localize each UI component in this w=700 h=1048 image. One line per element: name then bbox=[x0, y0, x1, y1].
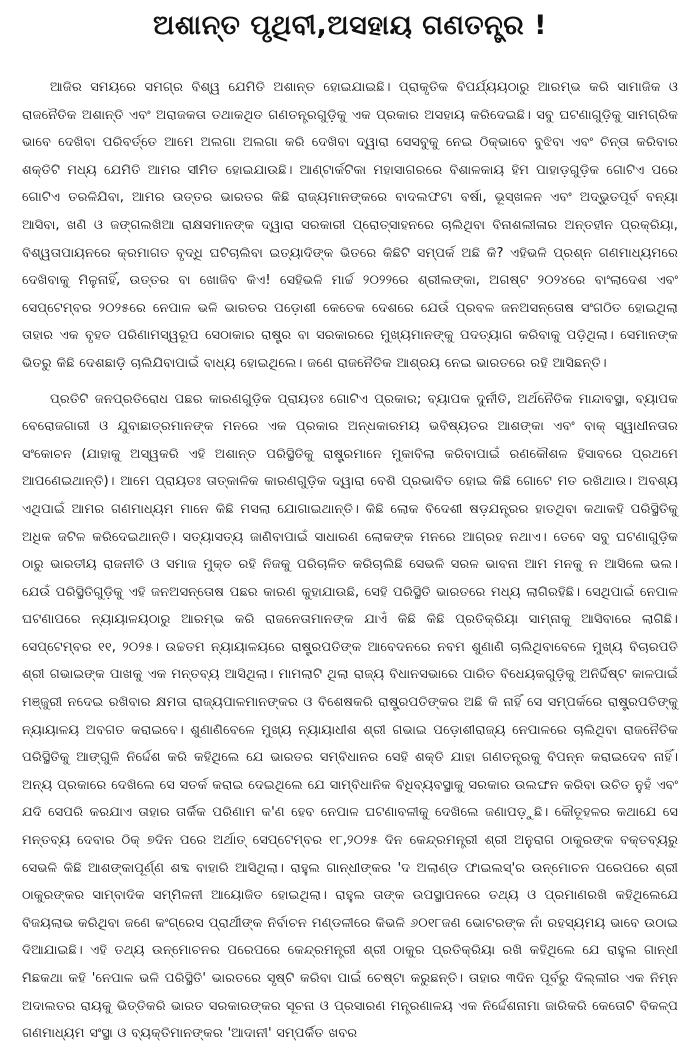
article-paragraph-2: ପ୍ରତିଟି ଜନପ୍ରତିରୋଧ ପଛର କାରଣଗୁଡ଼ିକ ପ୍ରାୟତଃ ଗୋଟିଏ ପ୍ରକାର; ବ୍ୟାପକ ଦୁର୍ନୀତି, ଅର୍ଥନୈତିକ ମାନ୍ଦାବସ୍ଥା, ବ୍ୟାପକ ବେରୋଜଗାରୀ ଓ ଯୁବାଛାତ୍ରମାନଙ୍କ ମନରେ ଏକ ପ୍ରକାର ଅନ୍ଧକାରମୟ ଭବିଷ୍ୟତର ଆଶଙ୍କା ଏବଂ ବାକ୍ ସ୍ୱାଧୀନତାର ସଂକୋଚନ (ଯାହାକୁ ଅସ୍ୱକରି ଏହି ଅଶାନ୍ତ ପରିସ୍ଥିତିକୁ ରାଷ୍ଟ୍ରମାନେ ମୁକାବିଲା କରିବାପାଇଁ ରଣକୌଶଳ ହିସାବରେ ପ୍ରଥମେ ଆପଣେଇଥାନ୍ତି)। ଆମେ ପ୍ରାୟତଃ ତାତ୍କାଳିକ କାରଣଗୁଡ଼ିକ ଦ୍ୱାରା ବେଶି ପ୍ରଭାବିତ ହୋଇ କିଛି ଗୋଟେ ମତ ରଖିଥାଉ। ଅବଶ୍ୟ ଏଥିପାଇଁ ଆମର ଗଣମାଧ୍ୟମ ମାନେ କିଛି ମସଲା ଯୋଗାଇଥାନ୍ତି। କିଛି ଲୋକ ବିଦେଶୀ ଷଡ଼ଯନ୍ତ୍ରର ହାତଥିବା କଥାକହି ପରିସ୍ଥିତିକୁ ଅଧିକ ଜଟିଳ କରିଦେଇଥାନ୍ତି। ସତ୍ୟାସତ୍ୟ ଜାଣିବାପାଇଁ ସାଧାରଣ ଲୋକଙ୍କ ମନରେ ଆଗ୍ରହ ନଥାଏ। ତେବେ ସବୁ ଘଟଣାଗୁଡ଼ିକ ଠାରୁ ଭାରତୀୟ ରାଜନୀତି ଓ ସମାଜ ମୁକ୍ତ ରହି ନିଜକୁ ପରିଚାଳିତ କରିଚାଲିଛି ସେଭଳି ସରଳ ଭାବନା ଆମ ମନକୁ ନ ଆସିଲେ ଭଲ। ଯେଉଁ ପରିସ୍ଥିତିଗୁଡ଼ିକୁ ଏହି ଜନଅସନ୍ତୋଷ ପଛର କାରଣ କୁହାଯାଉଛି, ସେହି ପରିସ୍ଥିତି ଭାରତରେ ମଧ୍ୟ ଲାଗିରହିଛି। ସେଥିପାଇଁ ନେପାଳ ଘଟଣାପରେ ନ୍ୟାୟାଳୟଠାରୁ ଆରମ୍ଭ କରି ରାଜନେତାମାନଙ୍କ ଯାଏଁ କିଛି କିଛି ପ୍ରତିକ୍ରିୟା ସାମ୍ନାକୁ ଆସିବାରେ ଲାଗିଛି। ସେପ୍ଟେମ୍ବର ୧୧, ୨୦୨୫। ଉଚ୍ଚତମ ନ୍ୟାୟାଳୟରେ ରାଷ୍ଟ୍ରପତିଙ୍କ ଆବେଦନରେ ନବମ ଶୁଣାଣି ଚାଲିଥିବାବେଳେ ମୁଖ୍ୟ ବିଚାରପତି ଶ୍ରୀ ଗଭାଇଙ୍କ ପାଖକୁ ଏକ ମନ୍ତବ୍ୟ ଆସିଥିଲା। ମାମଲାଟି ଥିଲା ରାଜ୍ୟ ବିଧାନସଭାରେ ପାରିତ ବିଧେୟକଗୁଡ଼ିକୁ ଅନିର୍ଦ୍ଦିଷ୍ଟ କାଳପାଇଁ ମଞ୍ଜୁରୀ ନଦେଇ ରଖିବାର କ୍ଷମତା ରାଜ୍ୟପାଳମାନଙ୍କର ଓ ବିଶେଷକରି ରାଷ୍ଟ୍ରପତିଙ୍କର ଅଛି କି ନାହିଁ ସେ ସମ୍ପର୍କରେ ରାଷ୍ଟ୍ରପତିଙ୍କୁ ନ୍ୟାୟାଳୟ ଅବଗତ କରାଇବେ। ଶୁଣାଣିବେଳେ ମୁଖ୍ୟ ନ୍ୟାୟାଧୀଶ ଶ୍ରୀ ଗଭାଇ ପଡ଼ୋଶୀରାଜ୍ୟ ନେପାଳରେ ଚାଲିଥିବା ରାଜନୈତିକ ପରିସ୍ଥିତିକୁ ଆଙ୍ଗୁଳି ନିର୍ଦ୍ଦେଶ କରି କହିଥିଲେ ଯେ ଭାରତର ସମ୍ବିଧାନର ସେହି ଶକ୍ତି ଯାହା ଗଣତନ୍ତ୍ରକୁ ବିପନ୍ନ କରାଇଦେବ ନାହିଁ। ଅନ୍ୟ ପ୍ରକାରେ ଦେଖିଲେ ସେ ସତର୍କ କରାଇ ଦେଇଥିଲେ ଯେ ସାମ୍ବିଧାନିକ ବିଧିବ୍ୟବସ୍ଥାକୁ ସରକାର ଉଲଙ୍ଘନ କରିବା ଉଚିତ ନୁହଁ ଏବଂ ଯଦି ସେପରି କରଯାଏ ତାହାର ତାର୍କିକ ପରିଣାମ କ'ଣ ହେବ ନେପାଳ ଘଟଣାବଳୀକୁ ଦେଖିଲେ ଜଣାପଡ଼ୁଛି। କୌତୂହଳର କଥାଯେ ସେ ମନ୍ତବ୍ୟ ଦେବାର ଠିକ୍ ୭ଦିନ ପରେ ଅର୍ଥାତ୍ ସେପ୍ଟେମ୍ବର ୧୮,୨୦୨୫ ଦିନ କେନ୍ଦ୍ରମନ୍ତ୍ରୀ ଶ୍ରୀ ଅନୁରାଗ ଠାକୁରଙ୍କ ବକ୍ତବ୍ୟରୁ ସେଭଳି କିଛି ଆଶଙ୍କାପୂର୍ଣ୍ଣ ଶବ୍ଦ ବାହାରି ଆସିଥିଲା। ରାହୁଲ ଗାନ୍ଧୀଙ୍କର 'ଦ ଅଲାଣ୍ଡ ଫାଇଲସ୍'ର ଉନ୍ମୋଚନ ପରେପରେ ଶ୍ରୀ ଠାକୁରଙ୍କର ସାମ୍ବାଦିକ ସମ୍ମିଳନୀ ଆୟୋଜିତ ହୋଇଥିଲା। ରାହୁଲ ତାଙ୍କ ଉପସ୍ଥାପନରେ ତଥ୍ୟ ଓ ପ୍ରମାଣରଖି କହିଥିଲେଯେ ବିଜୟଲାଭ କରିଥିବା ଜଣେ କଂଗ୍ରେସ ପ୍ରାର୍ଥୀଙ୍କ ନିର୍ବାଚନ ମଣ୍ଡଳୀରେ କିଭଳି ୬୦୧୮ଜଣ ଭୋଟରଙ୍କ ନାଁ ରହସ୍ୟମୟ ଭାବେ ଉଠାଇ ଦିଆଯାଇଛି। ଏହି ତଥ୍ୟ ଉନ୍ମୋଚନର ପରେପରେ କେନ୍ଦ୍ରମନ୍ତ୍ରୀ ଶ୍ରୀ ଠାକୁର ପ୍ରତିକ୍ରିୟା ରଖି କହିଥିଲେ ଯେ ରାହୁଲ ଗାନ୍ଧୀ ମିଛକଥା କହି 'ନେପାଳ ଭଳି ପରିସ୍ଥିତି' ଭାରତରେ ସୃଷ୍ଟି କରିବା ପାଇଁ ଚେଷ୍ଟା କରୁଛନ୍ତି। ତାହାର ୩ଦିନ ପୂର୍ବରୁ ଦିଲ୍ଲୀର ଏକ ନିମ୍ନ ଅଦାଲତର ରାୟକୁ ଭିତ୍ତିକରି ଭାରତ ସରକାରଙ୍କର ସୂଚନା ଓ ପ୍ରସାରଣ ମନ୍ତ୍ରଣାଳୟ ଏକ ନିର୍ଦ୍ଦେଶନାମା ଜାରିକରି କେତୋଟି ବିକଳ୍ପ ଗଣମାଧ୍ୟମ ସଂସ୍ଥା ଓ ବ୍ୟକ୍ତିମାନଙ୍କର 'ଆଦାନୀ' ସମ୍ପର୍କିତ ଖବର bbox=[22, 391, 679, 1042]
article-title: ଅଶାନ୍ତ ପୃଥିବୀ,ଅସହାୟ ଗଣତନ୍ତ୍ର ! bbox=[153, 10, 547, 41]
article-body bbox=[22, 74, 678, 1048]
article-paragraph-1: ଆଜିର ସମୟରେ ସମଗ୍ର ବିଶ୍ୱ ଯେମିତି ଅଶାନ୍ତ ହୋଇଯାଇଛି। ପ୍ରାକୃତିକ ବିପର୍ଯ୍ୟୟଠାରୁ ଆରମ୍ଭ କରି ସାମାଜିକ ଓ ରାଜନୈତିକ ଅଶାନ୍ତି ଏବଂ ଅରାଜକତା ତଥାକଥିତ ଗଣତନ୍ତ୍ରଗୁଡ଼ିକୁ ଏକ ପ୍ରକାର ଅସହାୟ କରିଦେଇଛି। ସବୁ ଘଟଣାଗୁଡ଼ିକୁ ସାମଗ୍ରିକ ଭାବେ ଦେଖିବା ପରିବର୍ତ୍ତେ ଆମେ ଅଲଗା ଅଲଗା କରି ଦେଖିବା ଦ୍ୱାରା ସେସବୁକୁ ନେଇ ଠିକ୍‌ଭାବେ ବୁଝିବା ଏବଂ ଚିନ୍ତା କରିବାର ଶକ୍ତିଟି ମଧ୍ୟ ଯେମିତି ଆମର ସୀମିତ ହୋଇଯାଉଛି। ଆଣ୍ଟାର୍କଟିକା ମହାସାଗରରେ ବିଶାଳକାୟ ହିମ ପାହାଡ଼ଗୁଡ଼ିକ ଗୋଟିଏ ପରେ ଗୋଟିଏ ତରଳିଯିବା, ଆମର ଉତ୍ତର ଭାରତର କିଛି ରାଜ୍ୟମାନଙ୍କରେ ବାଦଲଫଟା ବର୍ଷା, ଭୂସ୍ଖଳନ ଏବଂ ଅଦ୍ଭୁତପୂର୍ବ ବନ୍ୟା ଆସିବା, ଖଣି ଓ ଜଙ୍ଗଲଖିଆ ରାକ୍ଷସମାନଙ୍କ ଦ୍ୱାରା ସରକାରୀ ପ୍ରୋତ୍ସାହନରେ ଚାଲିଥିବା ବିନାଶଲୀଳାର ଅନ୍ତହୀନ ପ୍ରକ୍ରିୟା, ବିଶ୍ୱତାପାୟନରେ କ୍ରମାଗତ ବୃଦ୍ଧି ଘଟିଚାଲିବା ଇତ୍ୟାଦିଙ୍କ ଭିତରେ କିଛିଟି ସମ୍ପର୍କ ଅଛି କି? ଏହିଭଳି ପ୍ରଶ୍ନ ଗଣମାଧ୍ୟମରେ ଦେଖିବାକୁ ମିଳୁନାହିଁ, ଉତ୍ତର ବା ଖୋଜିବ କିଏ! ସେହିଭଳି ମାର୍ଚ୍ଚ ୨୦୨୨ରେ ଶ୍ରୀଲଙ୍କା, ଅଗଷ୍ଟ ୨୦୨୪ରେ ବାଂଲାଦେଶ ଏବଂ ସେପ୍ଟେମ୍ବର ୨୦୨୫ରେ ନେପାଳ ଭଳି ଭାରତର ପଡ଼ୋଶୀ କେତେକ ଦେଶରେ ଯେଉଁ ପ୍ରବଳ ଜନଅସନ୍ତୋଷ ସଂଗଠିତ ହୋଇଥିଲା ତାହାର ଏକ ବୃହତ ପରିଣାମସ୍ୱରୂପ ସେଠାକାର ରାଷ୍ଟ୍ର ବା ସରକାରରେ ମୁଖ୍ୟମାନଙ୍କୁ ପଦତ୍ୟାଗ କରିବାକୁ ପଡ଼ିଥିଲା। ସେମାନଙ୍କ ଭିତରୁ କିଛି ଦେଶଛାଡ଼ି ଚାଲିଯିବାପାଇଁ ବାଧ୍ୟ ହୋଇଥିଲେ। ଜଣେ ରାଜନୈତିକ ଆଶ୍ରୟ ନେଇ ଭାରତରେ ରହି ଆସିଛନ୍ତି। bbox=[22, 80, 678, 371]
